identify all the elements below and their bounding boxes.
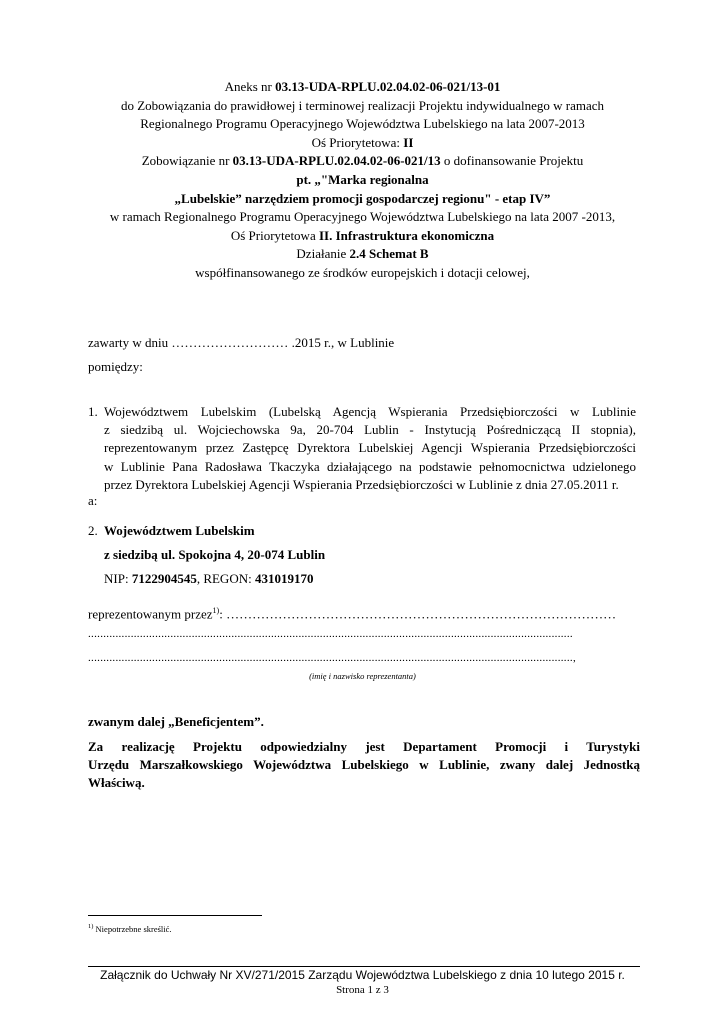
header-line: do Zobowiązania do prawidłowej i terminowej realizacji Projektu indywidualnego w ramach	[120, 97, 604, 113]
party-1-line: Województwem Lubelskim (Lubelską Agencją Wspierania Przedsiębiorczości w Lublinie	[104, 404, 636, 419]
priority-axis-2: Oś Priorytetowa II. Infrastruktura ekonomiczna	[230, 227, 495, 243]
dotted-line: ...............................................................................................................................................................	[88, 628, 573, 640]
project-title-1: pt. „"Marka regionalna	[296, 171, 429, 187]
footer-text: Załącznik do Uchwały Nr XV/271/2015 Zarządu Województwa Lubelskiego z dnia 10 lutego 2015 r.	[100, 968, 625, 982]
representative-caption: (imię i nazwisko reprezentanta)	[309, 671, 416, 681]
project-title-2: „Lubelskie” narzędziem promocji gospodarczej regionu" - etap IV”	[174, 190, 551, 206]
party-2-name: Województwem Lubelskim	[104, 523, 255, 538]
header-line: współfinansowanego ze środków europejskich i dotacji celowej,	[195, 264, 530, 280]
footnote-separator	[88, 915, 262, 916]
responsible-unit: Za realizację Projektu odpowiedzialny jest Departament Promocji i Turystyki Urzędu Marszałkowskiego Województwa Lubelskiego w Lublinie, zwany dalej Jednostką Właściwą.	[88, 739, 640, 790]
represented-by: reprezentowanym przez$^{1)}$: ………………………………………………………………………………	[88, 606, 617, 622]
footer-separator	[88, 966, 640, 967]
annex-title: Aneks nr 03.13-UDA-RPLU.02.04.02-06-021/13-01	[224, 79, 501, 94]
list-number: 1.	[88, 404, 98, 419]
list-number: 2.	[88, 523, 98, 538]
concluded-line: zawarty w dniu ……………………… .2015 r., w Lublinie	[88, 335, 395, 350]
header-line: Regionalnego Programu Operacyjnego Województwa Lubelskiego na lata 2007-2013	[140, 116, 585, 132]
document-header	[60, 78, 665, 283]
party-1-text	[104, 403, 636, 494]
party-1-line: z siedzibą ul. Wojciechowska 9a, 20-704 Lublin - Instytucją Pośredniczącą II stopnia),	[104, 422, 636, 438]
dotted-line: ...............................................................................................................................................................,	[88, 652, 576, 664]
between-label: pomiędzy:	[88, 359, 143, 374]
beneficiary-line: zwanym dalej „Beneficjentem”.	[88, 714, 264, 729]
party-1-line: reprezentowanym przez Zastępcę Dyrektora Lubelskiej Agencji Wspierania Przedsiębiorczości	[104, 440, 636, 456]
footnote: $^{1)}$ Niepotrzebne skreślić.	[88, 923, 172, 934]
party-1-line: w Lublinie Pana Radosława Tkaczyka działającego na podstawie pełnomocnictwa udzielonego	[104, 458, 636, 474]
and-label: a:	[88, 493, 98, 508]
priority-axis: Oś Priorytetowa: II	[311, 134, 414, 150]
party-2-address: z siedzibą ul. Spokojna 4, 20-074 Lublin	[104, 547, 326, 562]
header-line: w ramach Regionalnego Programu Operacyjnego Województwa Lubelskiego na lata 2007 -2013,	[109, 209, 616, 225]
party-1-line: przez Dyrektora Lubelskiej Agencji Wspierania Przedsiębiorczości w Lublinie z dnia 27.05.2011 r.	[104, 476, 619, 492]
measure: Działanie 2.4 Schemat B	[296, 246, 429, 262]
party-2-ids: NIP: 7122904545, REGON: 431019170	[104, 571, 314, 586]
dotted-fill: ………………………………………………………………………………	[226, 606, 617, 622]
page-number: Strona 1 z 3	[336, 984, 389, 996]
commitment-number: Zobowiązanie nr 03.13-UDA-RPLU.02.04.02-06-021/13 o dofinansowanie Projektu	[141, 153, 584, 169]
